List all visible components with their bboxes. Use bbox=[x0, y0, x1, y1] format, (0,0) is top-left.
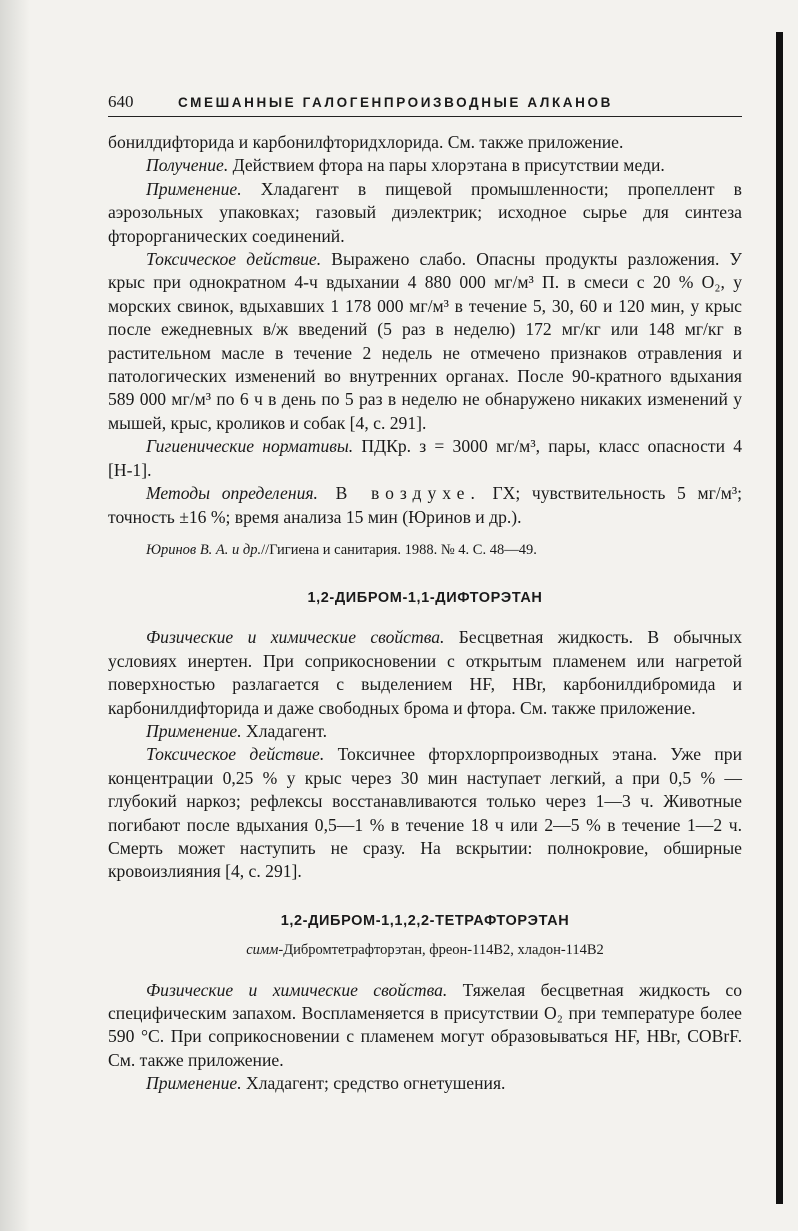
application-text: Хладагент; средство огнетушения. bbox=[241, 1073, 506, 1094]
continuation-paragraph: бонилдифторида и карбонилфторидхлорида. См. также приложение. bbox=[108, 132, 624, 152]
scan-shadow bbox=[0, 0, 30, 1231]
application-text: Хладагент в пищевой промышленности; пропеллент в аэрозольных упаковках; газовый диэлектрик; исходное сырье для синтеза фторорганических соединений. bbox=[108, 178, 742, 246]
application-text: Хладагент. bbox=[241, 720, 328, 741]
section-title-dibromotetrafluoroethane: 1,2-ДИБРОМ-1,1,2,2-ТЕТРАФТОРЭТАН bbox=[280, 912, 570, 929]
methods-paragraph bbox=[108, 482, 742, 529]
running-head bbox=[108, 92, 742, 117]
props-text: Бесцветная жидкость. В обычных условиях инертен. При соприкосновении с открытым пламенем или нагретой поверхностью разлагается с выделением HF, HBr, карбонилдибромида и карбонилдифторида и даже свободных брома и фтора. См. также приложение. bbox=[108, 627, 742, 718]
production-text: Действием фтора на пары хлорэтана в присутствии меди. bbox=[228, 155, 665, 176]
reference bbox=[108, 539, 742, 561]
page-number: 640 bbox=[108, 92, 134, 111]
synonym-prefix: симм- bbox=[246, 942, 284, 959]
toxic-label: Токсическое действие. bbox=[146, 744, 325, 765]
props-paragraph bbox=[108, 979, 742, 1073]
reference-text: //Гигиена и санитария. 1988. № 4. С. 48—49. bbox=[261, 541, 537, 558]
page-body bbox=[108, 131, 742, 1096]
application-paragraph bbox=[108, 720, 742, 743]
production-paragraph bbox=[108, 154, 742, 177]
props-label: Физические и химические свойства. bbox=[146, 627, 445, 648]
toxic-paragraph bbox=[108, 743, 742, 883]
application-paragraph bbox=[108, 178, 742, 248]
methods-label: Методы определения. bbox=[146, 483, 318, 504]
application-label: Применение. bbox=[146, 1073, 242, 1094]
toxic-text: Выражено слабо. Опасны продукты разложения. У крыс при однократном 4-ч вдыхании 4 880 000 мг/м³ П. в смеси с 20 % O₂, у морских свинок, вдыхавших 1 178 000 мг/м³ в течение 5, 30, 60 и 120 мин, у крыс после ежедневных в/ж введений (5 раз в неделю) 172 мг/кг или 148 мг/кг в растительном масле в течение 2 недель не отмечено признаков отравления и патологических изменений во внутренних органах. После 90-кратного вдыхания 589 000 мг/м³ по 6 ч в день по 5 раз в неделю не обнаружено никаких изменений у мышей, крыс, кроликов и собак [4, с. 291]. bbox=[108, 249, 742, 433]
props-text: Тяжелая бесцветная жидкость со специфическим запахом. Воспламеняется в присутствии O₂ при температуре более 590 °С. При соприкосновении с пламенем могут образовываться HF, HBr, COBrF. См. также приложение. bbox=[108, 979, 742, 1070]
binding-edge bbox=[776, 32, 783, 1204]
application-label: Применение. bbox=[146, 178, 242, 199]
production-label: Получение. bbox=[146, 155, 229, 176]
methods-air: В воздухе. bbox=[317, 483, 481, 504]
props-paragraph bbox=[108, 626, 742, 720]
methods-text: ГХ; чувствительность 5 мг/м³; точность ±16 %; время анализа 15 мин (Юринов и др.). bbox=[108, 483, 742, 527]
toxic-paragraph bbox=[108, 248, 742, 435]
reference-authors: Юринов В. А. и др. bbox=[146, 541, 262, 558]
props-label: Физические и химические свойства. bbox=[146, 979, 448, 1000]
hygiene-paragraph bbox=[108, 435, 742, 482]
synonym-text: Дибромтетрафторэтан, фреон-114В2, хладон-114В2 bbox=[283, 942, 604, 959]
toxic-text: Токсичнее фторхлорпроизводных этана. Уже при концентрации 0,25 % у крыс через 30 мин наступает легкий, а при 0,5 % — глубокий наркоз; рефлексы восстанавливаются только через 1—3 ч. Животные погибают после вдыхания 0,5—1 % в течение 18 ч или 2—5 % в течение 1—2 ч. Смерть может наступить не сразу. На вскрытии: полнокровие, обширные кровоизлияния [4, с. 291]. bbox=[108, 744, 742, 882]
application-label: Применение. bbox=[146, 720, 242, 741]
hygiene-label: Гигиенические нормативы. bbox=[146, 436, 354, 457]
synonyms-line bbox=[108, 939, 742, 962]
toxic-label: Токсическое действие. bbox=[146, 249, 322, 270]
application-paragraph bbox=[108, 1072, 742, 1095]
book-page bbox=[108, 92, 742, 1096]
section-title-dibromodifluoroethane: 1,2-ДИБРОМ-1,1-ДИФТОРЭТАН bbox=[307, 589, 543, 606]
running-title: СМЕШАННЫЕ ГАЛОГЕНПРОИЗВОДНЫЕ АЛКАНОВ bbox=[178, 95, 613, 110]
hygiene-text: ПДКр. з = 3000 мг/м³, пары, класс опасности 4 [Н-1]. bbox=[108, 436, 743, 480]
